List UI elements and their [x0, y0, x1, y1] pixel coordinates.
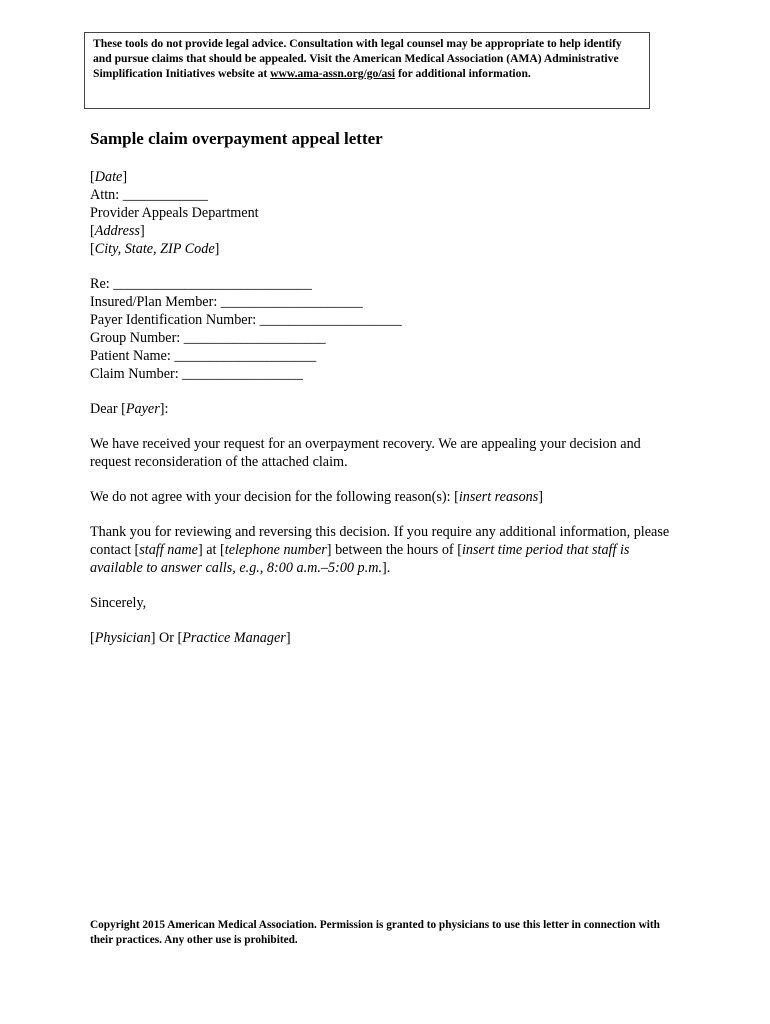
salutation-prefix: Dear [	[90, 401, 126, 417]
attn-line: Attn: ____________	[90, 187, 208, 203]
address-line: [Address]	[90, 223, 145, 239]
date-placeholder: Date	[94, 169, 123, 185]
telephone-placeholder: telephone number	[224, 542, 327, 558]
patient-name-field: Patient Name: ____________________	[90, 348, 317, 364]
closing: Sincerely,	[90, 595, 147, 611]
contact-text-2: ] at [	[197, 542, 225, 558]
practice-manager-placeholder: Practice Manager	[182, 630, 286, 646]
contact-text-4: ].	[382, 560, 391, 576]
time-period-placeholder: insert time period that staff is available to answer calls, e.g., 8:00 a.m.–5:00 p.m.	[90, 542, 630, 576]
paragraph-reasons	[90, 488, 680, 506]
letter-title: Sample claim overpayment appeal letter	[90, 129, 383, 148]
paragraph-overpayment-request: We have received your request for an overpayment recovery. We are appealing your decision and request reconsideration of the attached claim.	[90, 436, 641, 470]
contact-text-3: ] between the hours of [	[326, 542, 462, 558]
re-field: Re: ____________________________	[90, 276, 312, 292]
signature-line: [Physician] Or [Practice Manager]	[90, 630, 291, 646]
recipient-address-block	[90, 168, 680, 258]
legal-disclaimer-box	[84, 32, 650, 109]
disclaimer-text-end: for additional information.	[395, 67, 531, 80]
reasons-placeholder: insert reasons	[458, 489, 539, 505]
claim-number-field: Claim Number: _________________	[90, 366, 303, 382]
city-state-zip-line: [City, State, ZIP Code]	[90, 241, 220, 257]
signature-or: ] Or [	[150, 630, 183, 646]
letter-body	[90, 128, 680, 664]
disclaimer-text: These tools do not provide legal advice. Consultation with legal counsel may be appropriate to help identify and pursue claims that should be appealed. Visit the American Medical Association (AMA) Administrative Simplification Initiatives website at	[93, 37, 622, 80]
date-line: [Date]	[90, 169, 128, 185]
salutation-suffix: ]:	[159, 401, 169, 417]
reasons-text: We do not agree with your decision for the following reason(s): [	[90, 489, 459, 505]
physician-placeholder: Physician	[94, 630, 151, 646]
payer-placeholder: Payer	[125, 401, 160, 417]
salutation	[90, 400, 680, 418]
department-line: Provider Appeals Department	[90, 205, 259, 221]
insured-member-field: Insured/Plan Member: ____________________	[90, 294, 363, 310]
address-placeholder: Address	[94, 223, 140, 239]
reasons-suffix: ]	[538, 489, 544, 505]
copyright-footer: Copyright 2015 American Medical Association. Permission is granted to physicians to use this letter in connection with their practices. Any other use is prohibited.	[90, 919, 660, 946]
group-number-field: Group Number: ____________________	[90, 330, 326, 346]
paragraph-contact	[90, 523, 680, 577]
ama-asi-link[interactable]: www.ama-assn.org/go/asi	[270, 67, 396, 80]
contact-text-1: Thank you for reviewing and reversing this decision. If you require any additional information, please contact [	[90, 524, 670, 558]
city-state-zip-placeholder: City, State, ZIP Code	[94, 241, 215, 257]
staff-name-placeholder: staff name	[139, 542, 198, 558]
claim-fields-block	[90, 275, 680, 383]
payer-id-field: Payer Identification Number: ____________________	[90, 312, 402, 328]
